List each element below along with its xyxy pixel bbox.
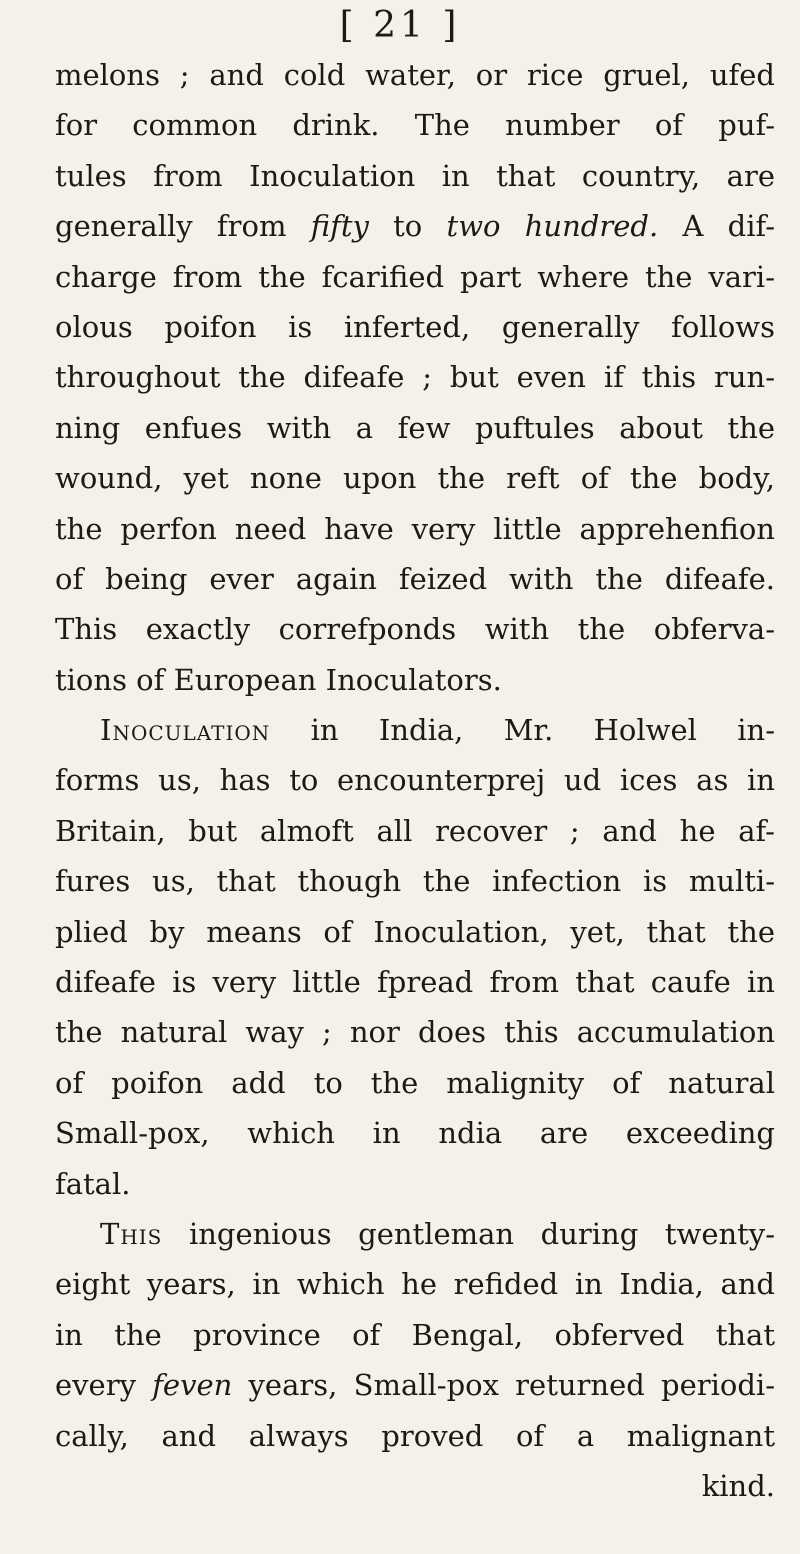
text-line-25: eight years, in which he refided in India, and: [55, 1267, 775, 1302]
text-line-27: [55, 1360, 775, 1410]
text-line-29: kind.: [701, 1468, 775, 1503]
italic-two-hundred: two hundred.: [446, 209, 659, 244]
text-line-9: wound, yet none upon the reft of the body,: [55, 461, 775, 496]
smallcaps-inoculation: Inoculation: [100, 713, 271, 748]
text-line-22: Small-pox, which in ndia are exceeding: [55, 1116, 775, 1151]
body-text: [55, 50, 775, 1511]
text-line-24: [55, 1209, 775, 1259]
text-line-15: forms us, has to encounterprej ud ices as in: [55, 763, 775, 798]
text-line-14: [55, 705, 775, 755]
text-line-1: melons ; and cold water, or rice gruel, ufed: [55, 58, 775, 92]
text-line-27-start: every: [55, 1368, 153, 1403]
text-line-20: the natural way ; nor does this accumulation: [55, 1015, 775, 1050]
text-line-6: olous poifon is inferted, generally follows: [55, 309, 775, 344]
text-line-4-to: to: [368, 209, 447, 244]
text-line-2: for common drink. The number of puf-: [55, 108, 775, 143]
text-line-4: [55, 201, 775, 251]
text-line-11: of being ever again feized with the difeafe.: [55, 561, 775, 596]
text-line-16: Britain, but almoft all recover ; and he af-: [55, 813, 775, 848]
smallcaps-this: This: [100, 1216, 163, 1251]
text-line-27-end: years, Small-pox returned periodi-: [232, 1368, 775, 1403]
text-line-24-rest: ingenious gentleman during twenty-: [162, 1216, 775, 1251]
text-line-18: plied by means of Inoculation, yet, that the: [55, 914, 775, 949]
text-line-3: tules from Inoculation in that country, are: [55, 158, 775, 193]
italic-feven: feven: [152, 1368, 233, 1403]
text-line-21: of poifon add to the malignity of natural: [55, 1065, 775, 1100]
text-line-8: ning enfues with a few puftules about the: [55, 410, 775, 445]
text-line-5: charge from the fcarified part where the vari-: [55, 259, 775, 294]
page-number-header: [ 21 ]: [339, 5, 461, 46]
text-line-19: difeafe is very little fpread from that caufe in: [55, 965, 775, 1000]
italic-fifty: fifty: [310, 209, 369, 244]
text-line-4-end: A dif-: [658, 209, 775, 244]
text-line-13: tions of European Inoculators.: [55, 662, 502, 697]
text-line-23: fatal.: [55, 1166, 131, 1201]
text-line-26: in the province of Bengal, obferved that: [55, 1317, 775, 1352]
text-line-4-start: generally from: [55, 209, 311, 244]
text-line-10: the perfon need have very little apprehenfion: [55, 511, 775, 546]
text-line-17: fures us, that though the infection is multi-: [55, 864, 775, 899]
text-line-14-rest: in India, Mr. Holwel in-: [310, 713, 776, 748]
text-line-28: cally, and always proved of a malignant: [55, 1418, 775, 1453]
text-line-12: This exactly correfponds with the obferva-: [55, 612, 775, 647]
text-line-7: throughout the difeafe ; but even if this run-: [55, 360, 775, 395]
